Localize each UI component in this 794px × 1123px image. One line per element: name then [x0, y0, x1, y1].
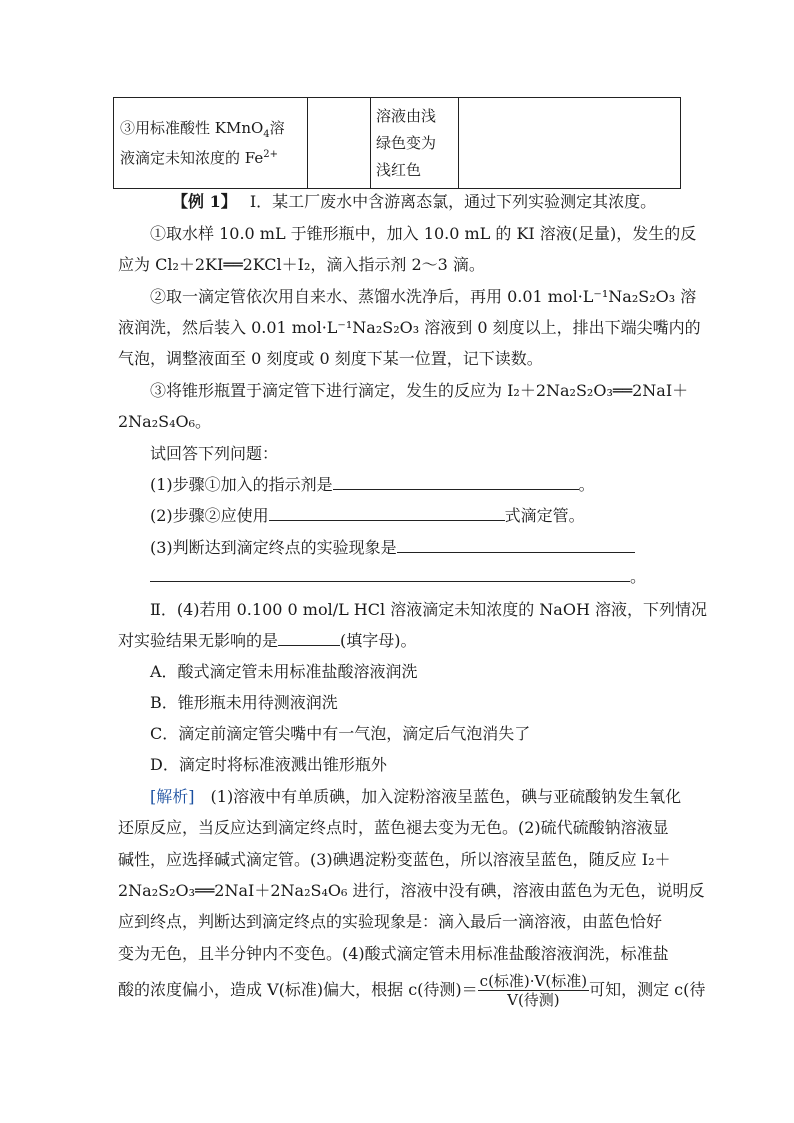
step2-line: ②取一滴定管依次用自来水、蒸馏水洗净后，再用 0.01 mol·L⁻¹Na₂S₂O₃ 溶 — [150, 287, 697, 306]
table-cell-phenomenon — [371, 98, 459, 189]
question-text: (填字母)。 — [340, 631, 417, 650]
question-3 — [150, 537, 635, 559]
option-a: A．酸式滴定管未用标准盐酸溶液润洗 — [150, 662, 418, 681]
question-text: 。 — [578, 475, 595, 494]
analysis-text: 酸的浓度偏小，造成 V(标准)偏大，根据 c(待测)＝ — [118, 980, 478, 999]
analysis-line — [150, 786, 681, 808]
analysis-line: 应到终点，判断达到滴定终点的实验现象是：滴入最后一滴溶液，由蓝色恰好 — [118, 912, 663, 931]
answer-blank[interactable] — [278, 630, 340, 646]
cell-subscript: 4 — [263, 129, 270, 140]
answer-blank[interactable] — [269, 505, 505, 521]
formula-fraction — [478, 972, 589, 1009]
answer-blank[interactable] — [150, 566, 630, 582]
step3-line: ③将锥形瓶置于滴定管下进行滴定，发生的反应为 I₂＋2Na₂S₂O₃══2NaI＋ — [150, 381, 689, 400]
question-text: (2)步骤②应使用 — [150, 506, 269, 525]
question-text: 。 — [630, 567, 647, 586]
analysis-text: 可知，测定 c(待 — [589, 980, 706, 999]
analysis-line: 还原反应，当反应达到滴定终点时，蓝色褪去变为无色。(2)硫代硫酸钠溶液显 — [118, 818, 669, 837]
analysis-line: 2Na₂S₂O₃══2NaI＋2Na₂S₄O₆ 进行，溶液中没有碘，溶液由蓝色为无色，说明反 — [118, 881, 705, 900]
table-cell-empty — [308, 98, 371, 189]
example-heading — [172, 191, 656, 213]
cell-text: 溶液由浅 — [376, 106, 437, 125]
fraction-denominator: V(待测) — [507, 991, 560, 1009]
analysis-line — [118, 968, 705, 1012]
question-prompt: 试回答下列问题： — [150, 444, 279, 463]
step1-line: ①取水样 10.0 mL 于锥形瓶中，加入 10.0 mL 的 KI 溶液(足量)，发生的反 — [150, 224, 697, 243]
example-label: 【例 1】 — [172, 192, 229, 211]
part2-line: Ⅱ．(4)若用 0.100 0 mol/L HCl 溶液滴定未知浓度的 NaOH 溶液，下列情况 — [150, 600, 707, 619]
cell-text: 绿色变为 — [376, 133, 437, 152]
table-row — [114, 98, 681, 189]
answer-blank[interactable] — [333, 474, 579, 490]
fraction-numerator: c(标准)·V(标准) — [479, 972, 588, 990]
analysis-line: 变为无色，且半分钟内不变色。(4)酸式滴定管未用标准盐酸溶液润洗，标准盐 — [118, 944, 669, 963]
analysis-label: [解析] — [150, 787, 195, 806]
question-3-cont — [150, 566, 646, 588]
cell-text: 溶 — [269, 119, 285, 137]
step1-line: 应为 Cl₂＋2KI══2KCl＋I₂，滴入指示剂 2～3 滴。 — [118, 255, 485, 274]
summary-table — [113, 97, 681, 189]
example-intro: Ⅰ．某工厂废水中含游离态氯，通过下列实验测定其浓度。 — [249, 192, 657, 211]
question-text: (3)判断达到滴定终点的实验现象是 — [150, 538, 397, 557]
question-text: (1)步骤①加入的指示剂是 — [150, 475, 333, 494]
question-text: 对实验结果无影响的是 — [118, 631, 279, 650]
table-cell-operation — [114, 98, 308, 189]
cell-text: 液滴定未知浓度的 Fe — [120, 149, 264, 167]
analysis-text: (1)溶液中有单质碘，加入淀粉溶液呈蓝色，碘与亚硫酸钠发生氧化 — [210, 787, 682, 806]
analysis-line: 碱性，应选择碱式滴定管。(3)碘遇淀粉变蓝色，所以溶液呈蓝色，随反应 I₂＋ — [118, 850, 671, 869]
step2-line: 气泡，调整液面至 0 刻度或 0 刻度下某一位置，记下读数。 — [118, 349, 543, 368]
question-1 — [150, 474, 595, 496]
cell-text: ③用标准酸性 KMnO — [120, 119, 264, 137]
table-cell-empty — [459, 98, 681, 189]
option-d: D．滴定时将标准液溅出锥形瓶外 — [150, 755, 387, 774]
option-c: C．滴定前滴定管尖嘴中有一气泡，滴定后气泡消失了 — [150, 724, 531, 743]
question-text: 式滴定管。 — [504, 506, 585, 525]
question-2 — [150, 505, 585, 527]
step3-line: 2Na₂S₄O₆。 — [118, 412, 212, 431]
cell-text: 浅红色 — [376, 160, 422, 179]
step2-line: 液润洗，然后装入 0.01 mol·L⁻¹Na₂S₂O₃ 溶液到 0 刻度以上，排出下端尖嘴内的 — [118, 318, 701, 337]
option-b: B．锥形瓶未用待测液润洗 — [150, 693, 338, 712]
part2-line — [118, 630, 417, 652]
cell-superscript: 2+ — [263, 149, 278, 160]
answer-blank[interactable] — [397, 537, 635, 553]
